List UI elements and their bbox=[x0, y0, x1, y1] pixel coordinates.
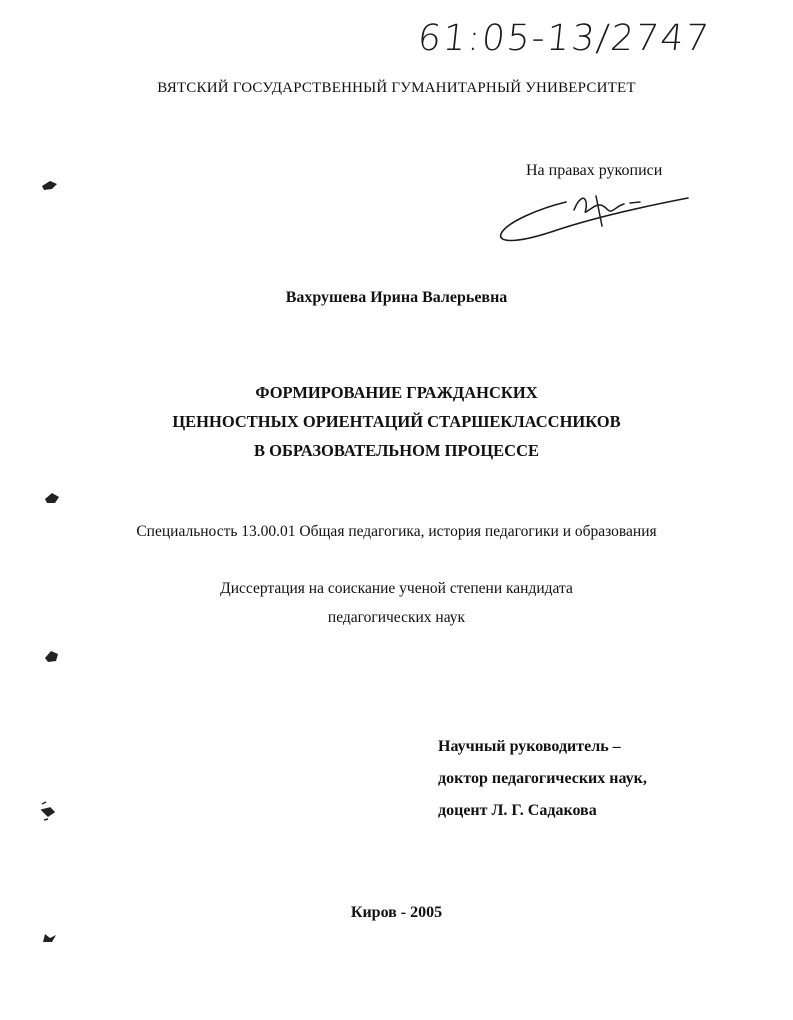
scan-artifact-icon bbox=[40, 930, 60, 946]
scan-artifact-icon bbox=[40, 178, 60, 192]
supervisor-line: Научный руководитель – bbox=[438, 738, 621, 755]
dissertation-title-line: ЦЕННОСТНЫХ ОРИЕНТАЦИЙ СТАРШЕКЛАССНИКОВ bbox=[172, 412, 621, 431]
handwritten-registration-number: 61:05-13/2747 bbox=[415, 18, 713, 59]
university-name: ВЯТСКИЙ ГОСУДАРСТВЕННЫЙ ГУМАНИТАРНЫЙ УНИВЕРСИТЕТ bbox=[157, 80, 636, 96]
degree-statement-line: Диссертация на соискание ученой степени кандидата bbox=[220, 580, 573, 597]
supervisor-line: доктор педагогических наук, bbox=[438, 770, 647, 787]
scan-artifact-icon bbox=[42, 490, 62, 506]
signature-icon bbox=[496, 186, 696, 250]
supervisor-line: доцент Л. Г. Садакова bbox=[438, 802, 597, 819]
dissertation-title-line: В ОБРАЗОВАТЕЛЬНОМ ПРОЦЕССЕ bbox=[253, 441, 539, 460]
scan-artifact-icon bbox=[42, 648, 62, 664]
scan-artifact-icon bbox=[38, 800, 60, 824]
city-year: Киров - 2005 bbox=[350, 904, 443, 921]
degree-statement-line: педагогических наук bbox=[327, 609, 466, 626]
author-name: Вахрушева Ирина Валерьевна bbox=[285, 289, 508, 306]
specialty-line: Специальность 13.00.01 Общая педагогика, история педагогики и образования bbox=[136, 523, 657, 540]
manuscript-notice: На правах рукописи bbox=[526, 162, 663, 179]
dissertation-title-line: ФОРМИРОВАНИЕ ГРАЖДАНСКИХ bbox=[255, 383, 538, 402]
